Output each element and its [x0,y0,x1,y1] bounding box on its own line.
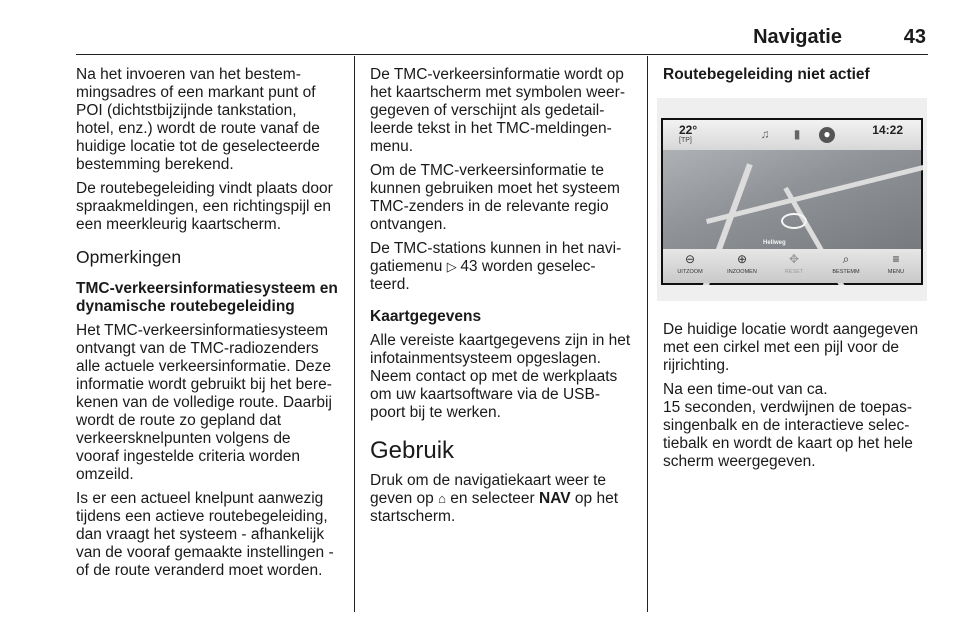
text: De TMC-stations kunnen in het navi- gatiemenu [370,240,622,275]
column-divider-1 [354,56,355,612]
paragraph: Om de TMC-verkeersinformatie te kunnen gebruiken moet het systeem TMC-zenders in de relevante regio ontvangen. [370,162,620,233]
paragraph: De TMC-verkeersinformatie wordt op het kaartscherm met symbolen weer- gegeven of verschijnt als gedetail- leerde tekst in het TMC-meldingen- menu. [370,66,625,155]
menu-button[interactable] [871,249,921,283]
nav-icon[interactable]: ● [819,127,835,143]
current-position-icon [781,213,807,229]
tp-indicator: [TP] [679,137,692,144]
navigation-screenshot [657,98,927,301]
phone-icon[interactable]: ▮ [793,127,801,141]
column-2 [370,66,640,532]
music-icon[interactable]: ♫ [760,127,770,141]
menu-icon: ≡ [892,252,900,266]
section-heading-gebruik: Gebruik [370,437,455,464]
nav-label: NAV [539,490,571,507]
reset-icon: ✥ [788,252,800,266]
subheading-routebegeleiding: Routebegeleiding niet actief [663,66,870,83]
status-bar [663,120,921,150]
zoom-in-button[interactable] [717,249,767,283]
paragraph: Na het invoeren van het bestem- mingsadres of een markant punt of POI (dichtstbijzijnde tankstation, hotel, enz.) wordt de route vanaf de huidige locatie tot de geselecteerde bestemming berekend. [76,66,320,173]
button-label: INZOOMEN [727,269,757,275]
text: en selecteer [445,490,540,507]
paragraph: Alle vereiste kaartgegevens zijn in het infotainmentsysteem opgeslagen. Neem contact op met de werkplaats om uw kaartsoftware via de USB- poort bij te werken. [370,332,631,421]
paragraph: Is er een actueel knelpunt aanwezig tijdens een actieve routebegeleiding, dan vraagt het systeem - afhankelijk van de vooraf gemaakte instellingen - of de route veranderd moet worden. [76,490,334,579]
text: worden geselec- teerd. [370,258,596,293]
paragraph-gebruik [370,472,640,526]
paragraph: De routebegeleiding vindt plaats door spraakmeldingen, een richtingspijl en een meerkleurig kaartscherm. [76,180,333,233]
header-divider [76,54,928,55]
paragraph-tmc-stations [370,240,640,294]
page-ref[interactable]: 43 [460,258,478,275]
paragraph: Na een time-out van ca. 15 seconden, verdwijnen de toepas- singenbalk en de interactieve selec- tiebalk en wordt de kaart op het hele scherm weergegeven. [663,381,913,470]
paragraph: Het TMC-verkeersinformatiesysteem ontvangt van de TMC-radiozenders alle actuele verkeersinformatie. Deze informatie wordt gebruikt bij het bere- kenen van de volledige route. Daarbij wordt de route zo gepland dat verkeersknelpunten volgens de vooraf ingestelde criteria worden omzeild. [76,322,332,483]
subheading-kaartgegevens: Kaartgegevens [370,308,482,325]
interaction-selector-bar [663,249,921,283]
search-icon: ⌕ [842,252,850,266]
page-number: 43 [903,26,926,48]
column-3 [663,66,928,90]
button-label: BESTEMM [832,269,860,275]
reset-button[interactable] [769,249,819,283]
button-label: RESET [784,269,804,275]
map-street-label: Hellweg [763,240,786,246]
clock: 14:22 [872,123,903,137]
button-label: MENU [887,269,905,275]
home-icon: ⌂ [438,491,446,506]
subheading-tmc: TMC-verkeersinformatiesysteem en dynamische routebegeleiding [76,280,338,315]
display-bezel [661,118,923,285]
page-title: Navigatie [753,26,842,48]
zoom-out-button[interactable] [665,249,715,283]
page-ref-arrow-icon: ▷ [446,259,461,274]
column-divider-2 [647,56,648,612]
button-label: UITZOOM [677,269,703,275]
column-1 [76,66,344,586]
paragraph: De huidige locatie wordt aangegeven met een cirkel met een pijl voor de rijrichting. [663,321,919,374]
page-header [76,26,928,52]
map-view [663,120,921,283]
zoom-out-icon: ⊖ [684,252,696,266]
column-3-lower [663,321,928,477]
text: op het startscherm. [370,490,618,525]
temperature: 22° [679,123,698,137]
text: Druk om de navigatiekaart weer te geven op [370,472,607,507]
destination-button[interactable] [821,249,871,283]
zoom-in-icon: ⊕ [736,252,748,266]
section-heading-opmerkingen: Opmerkingen [76,247,182,267]
